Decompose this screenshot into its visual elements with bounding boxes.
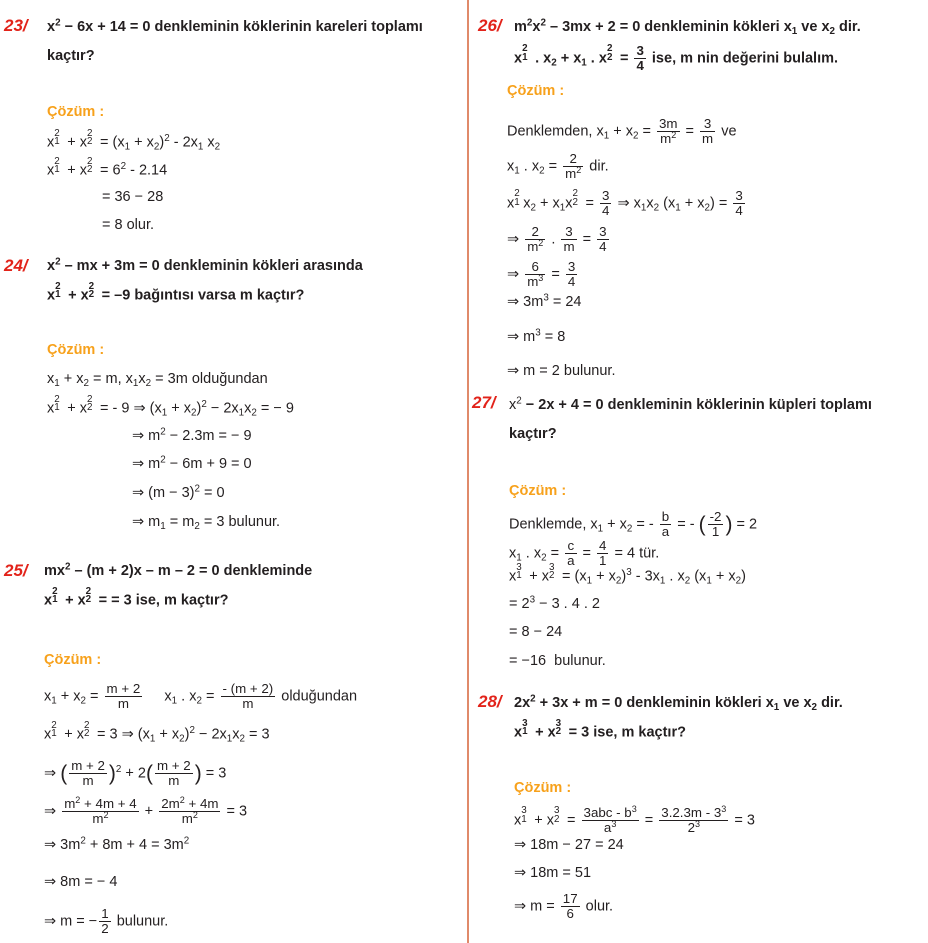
problem-23-statement: $x^2 - 6x + 14 = 0$ denkleminin köklerinin kareleri toplamı: [47, 17, 423, 35]
problem-27-step-1: Denklemde, $x_1 + x_2$ = - $\frac{b}{a}$ = - ( $\frac{-2}{1}$ ) = 2: [509, 509, 758, 539]
problem-26-number: 26/: [478, 16, 502, 35]
problem-27-step-3: x 3 1 + x 3 2 = $(x_1 + x_2)^3 - 3x_1$ . $x_2$ $(x_1 + x_2)$: [509, 561, 746, 587]
problem-25-statement: $mx^2 - (m + 2)x - m - 2 = 0$ denkleminde: [44, 561, 313, 579]
problem-27-statement: $x^2 - 2x + 4 = 0$ denkleminin köklerinin küpleri toplamı: [509, 395, 872, 413]
problem-25-solution-label: Çözüm :: [44, 652, 102, 668]
problem-25-step-4: ⇒ $\frac{m^2 + 4m + 4}{m^2}$ + $\frac{2m^2 + 4m}{m^2}$ = 3: [44, 795, 248, 826]
problem-25-step-7: ⇒ m = − $\frac{1}{2}$ bulunur.: [44, 906, 169, 936]
problem-24-statement-2: x 2 1 + x 2 2 = –9 bağıntısı varsa m kaçtır?: [47, 280, 305, 304]
problem-26-step-1: Denklemden, $x_1 + x_2$ = $\frac{3m}{m^2}$ = $\frac{3}{m}$ ve: [507, 116, 737, 146]
problem-26-step-2: $x_1$ . $x_2$ = $\frac{2}{m^2}$ dir.: [507, 151, 609, 181]
problem-23-step-1: x 2 1 + x 2 2 = $(x_1 + x_2)^2 - 2x_1$ $x_2$: [47, 127, 221, 153]
problem-28-step-1: x 3 1 + x 3 2 = $\frac{3abc - b^3}{a^3}$ = $\frac{3.2.3m - 3^3}{2^3}$ = 3: [514, 804, 755, 835]
problem-24-step-5: ⇒ $(m - 3)^2 = 0$: [132, 483, 225, 501]
problem-28-solution-label: Çözüm :: [514, 780, 572, 796]
problem-27-number: 27/: [472, 393, 496, 412]
problem-25-step-3: ⇒ ( $\frac{m + 2}{m}$ )$^2$ + 2( $\frac{m + 2}{m}$ ) = 3: [44, 758, 227, 788]
problem-25-number: 25/: [4, 561, 28, 580]
problem-24-solution-label: Çözüm :: [47, 342, 105, 358]
problem-25-step-1: $x_1 + x_2$ = $\frac{m + 2}{m}$ $x_1$ . $x_2$ = $\frac{- (m + 2)}{m}$ olduğundan: [44, 681, 358, 711]
problem-23-solution-label: Çözüm :: [47, 104, 105, 120]
problem-27-step-2: $x_1$ . $x_2$ = $\frac{c}{a}$ = $\frac{4}{1}$ = 4 tür.: [509, 538, 660, 568]
problem-26-step-4: ⇒ $\frac{2}{m^2}$ . $\frac{3}{m}$ = $\frac{3}{4}$: [507, 224, 607, 254]
problem-27-statement-2: kaçtır?: [509, 426, 557, 442]
problem-24-step-2: x 2 1 + x 2 2 = - 9 ⇒ $(x_1 + x_2)^2 - 2x_1x_2$ = − 9: [47, 393, 294, 419]
problem-24-number: 24/: [4, 256, 28, 275]
problem-27-step-5: = 8 − 24: [509, 624, 563, 640]
problem-23-step-2: x 2 1 + x 2 2 = $6^2 - 2.14$: [47, 155, 168, 179]
problem-28-number: 28/: [478, 692, 502, 711]
problem-27-solution-label: Çözüm :: [509, 483, 567, 499]
problem-28-step-3: ⇒ 18m = 51: [514, 865, 592, 881]
problem-25-step-5: ⇒ $3m^2 + 8m + 4 = 3m^2$: [44, 835, 190, 853]
problem-26-solution-label: Çözüm :: [507, 83, 565, 99]
problem-28-statement-2: x 3 1 + x 3 2 = 3 ise, m kaçtır?: [514, 717, 686, 741]
problem-25-step-6: ⇒ 8m = − 4: [44, 874, 118, 890]
column-divider: [467, 0, 469, 943]
problem-23-step-3: = 36 − 28: [102, 189, 164, 205]
problem-26-step-7: ⇒ $m^3 = 8$: [507, 327, 566, 345]
problem-25-statement-2: x 2 1 + x 2 2 = = 3 ise, m kaçtır?: [44, 585, 229, 609]
problem-25-step-2: x 2 1 + x 2 2 = 3 ⇒ $(x_1 + x_2)^2 - 2x_1x_2 = 3$: [44, 719, 270, 745]
problem-27-step-4: = $2^3 - 3$ . 4 . 2: [509, 594, 600, 612]
problem-24-step-6: ⇒ $m_1 = m_2 = 3$ bulunur.: [132, 514, 281, 532]
problem-27-step-6: = −16 bulunur.: [509, 653, 606, 669]
problem-28-step-2: ⇒ 18m − 27 = 24: [514, 837, 624, 853]
problem-26-step-8: ⇒ m = 2 bulunur.: [507, 363, 616, 379]
problem-26-statement: $m^2x^2 - 3mx + 2 = 0$ denkleminin kökleri $x_1$ ve $x_2$ dir.: [514, 17, 861, 37]
problem-23-statement-2: kaçtır?: [47, 48, 95, 64]
problem-26-step-6: ⇒ $3m^3 = 24$: [507, 292, 582, 310]
problem-26-statement-2: x 2 1 . $x_2 + x_1$ . x 2 2 = $\frac{3}{4}$ ise, m nin değerini bulalım.: [514, 43, 839, 73]
problem-23-step-4: = 8 olur.: [102, 217, 155, 233]
problem-24-step-3: ⇒ $m^2 - 2.3m$ = − 9: [132, 426, 252, 444]
problem-28-step-4: ⇒ m = $\frac{17}{6}$ olur.: [514, 891, 614, 921]
problem-24-step-4: ⇒ $m^2 - 6m + 9 = 0$: [132, 454, 252, 472]
problem-26-step-3: x 2 1 $x_2 + x_1x$ 2 2 = $\frac{3}{4}$ ⇒ $x_1x_2$ $(x_1 + x_2)$ = $\frac{3}{4}$: [507, 188, 743, 218]
problem-23-number: 23/: [4, 16, 28, 35]
problem-26-step-5: ⇒ $\frac{6}{m^3}$ = $\frac{3}{4}$: [507, 259, 576, 289]
problem-24-statement: $x^2$ – mx + 3m = 0 denkleminin kökleri arasında: [47, 256, 363, 274]
problem-24-step-1: $x_1 + x_2 = m$, $x_1x_2 = 3m$ olduğundan: [47, 371, 268, 389]
problem-28-statement: $2x^2 + 3x + m = 0$ denkleminin kökleri $x_1$ ve $x_2$ dir.: [514, 693, 843, 713]
